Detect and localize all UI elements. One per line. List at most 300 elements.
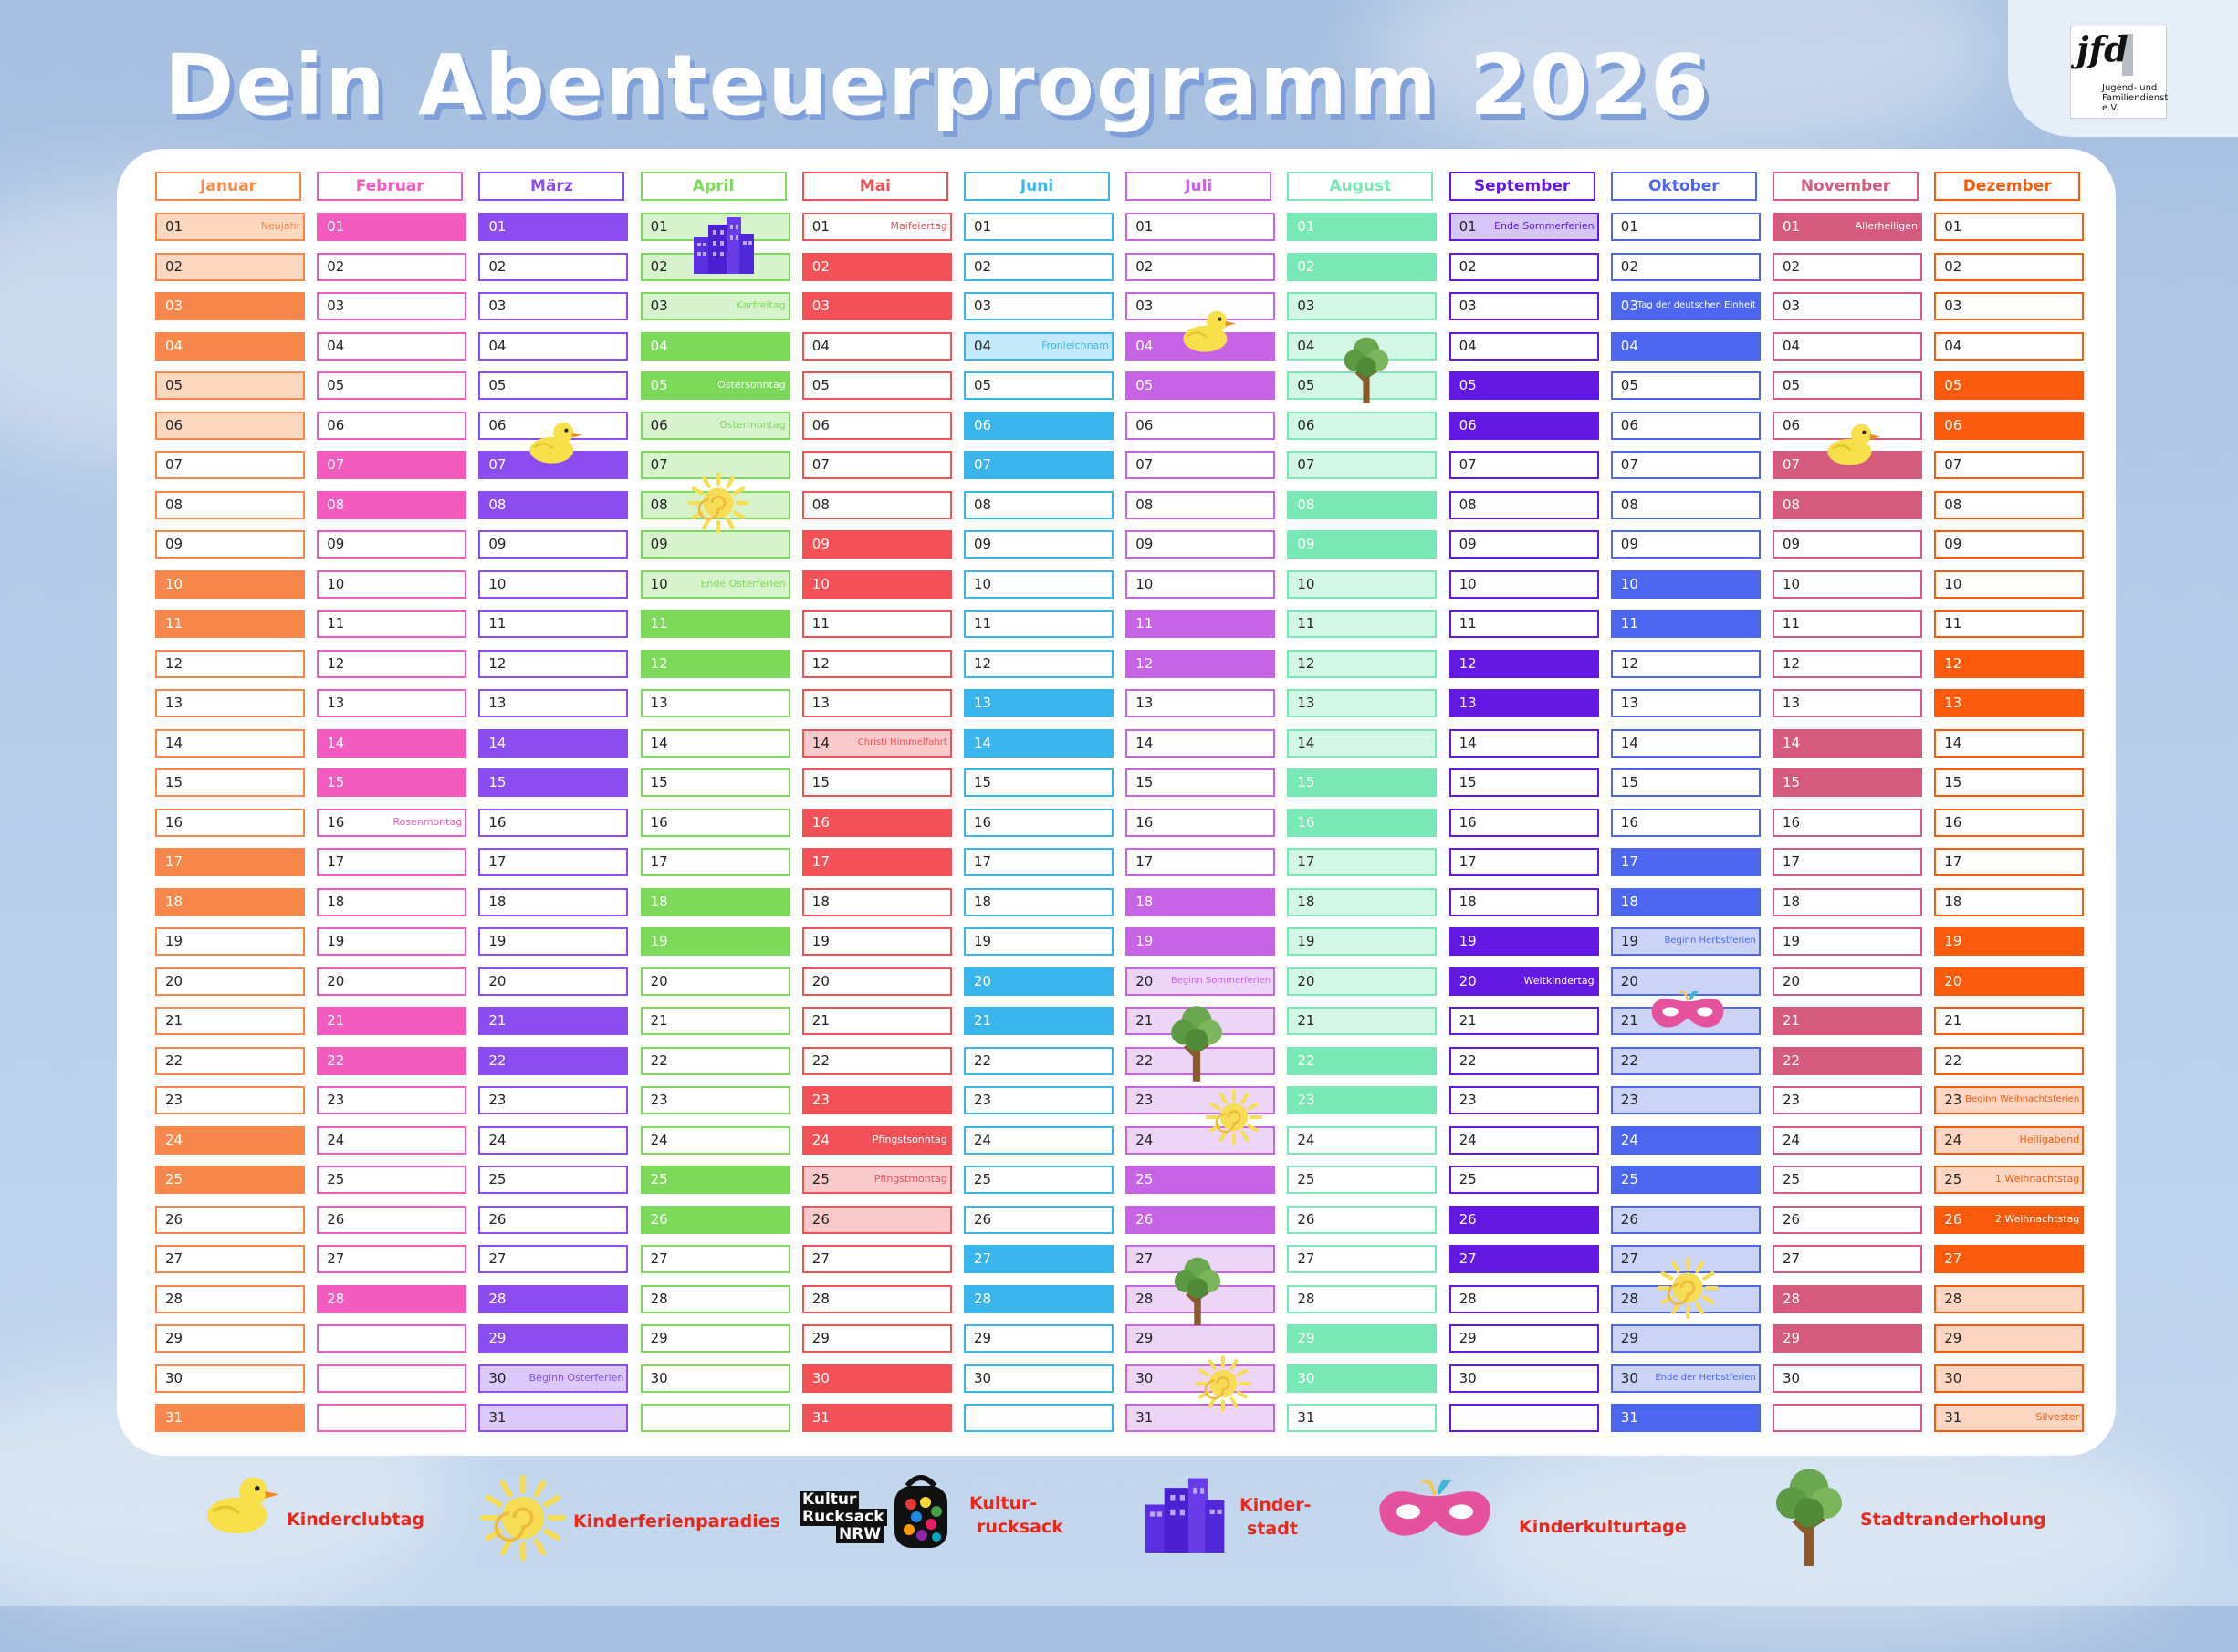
day-number: 30 — [1783, 1369, 1801, 1386]
day-cell — [1773, 530, 1922, 559]
day-number: 06 — [165, 416, 183, 434]
day-cell — [802, 570, 952, 599]
day-cell — [1287, 1245, 1437, 1273]
day-number: 03 — [327, 298, 345, 314]
day-number: 10 — [1944, 575, 1962, 592]
day-number: 30 — [974, 1369, 992, 1386]
day-number: 07 — [1135, 456, 1154, 473]
sun-icon — [686, 471, 750, 538]
day-number: 30 — [1620, 1369, 1638, 1386]
day-cell — [1773, 1047, 1922, 1075]
day-cell — [1934, 809, 2084, 837]
buildings-icon — [692, 215, 756, 274]
month-header: Februar — [317, 172, 463, 201]
day-number: 17 — [1297, 853, 1315, 870]
day-number: 25 — [1620, 1171, 1638, 1187]
day-number: 20 — [1783, 972, 1801, 989]
day-cell — [317, 491, 466, 519]
day-number: 09 — [974, 536, 992, 552]
day-cell — [802, 650, 952, 678]
tree-icon — [1342, 334, 1391, 407]
day-number: 02 — [1135, 257, 1154, 275]
day-number: 07 — [1297, 456, 1315, 473]
day-cell — [1934, 412, 2084, 440]
day-cell — [964, 610, 1114, 638]
day-number: 05 — [1944, 377, 1962, 393]
day-cell — [1287, 1166, 1437, 1194]
day-cell — [964, 1245, 1114, 1273]
month-header: Mai — [802, 172, 948, 201]
day-number: 27 — [974, 1250, 992, 1267]
day-number: 04 — [327, 337, 345, 354]
day-number: 17 — [974, 853, 992, 870]
day-cell — [1934, 689, 2084, 717]
day-cell — [1125, 451, 1275, 479]
day-number: 18 — [327, 893, 345, 910]
day-number: 08 — [1620, 496, 1638, 513]
day-number: 20 — [650, 972, 668, 989]
day-number: 15 — [1783, 774, 1801, 790]
day-number: 08 — [650, 496, 668, 513]
day-number: 21 — [1944, 1012, 1962, 1029]
day-number: 18 — [1783, 893, 1801, 910]
day-cell — [1934, 1086, 2084, 1114]
day-number: 06 — [1459, 416, 1477, 434]
day-number: 05 — [1459, 377, 1477, 393]
day-cell — [641, 1364, 790, 1393]
day-cell — [802, 1166, 952, 1194]
day-cell — [641, 1285, 790, 1313]
day-cell — [1934, 768, 2084, 797]
day-number: 03 — [488, 298, 507, 314]
day-number: 21 — [650, 1012, 668, 1029]
logo-subtitle: Jugend- und Familiendienst e.V. — [2102, 83, 2169, 113]
day-number: 24 — [1783, 1131, 1801, 1148]
day-cell — [1287, 412, 1437, 440]
day-cell — [1773, 1206, 1922, 1234]
day-cell — [1611, 689, 1761, 717]
day-number: 14 — [488, 734, 507, 751]
day-number: 02 — [811, 257, 830, 275]
day-number: 13 — [1297, 695, 1315, 711]
day-cell — [1449, 610, 1599, 638]
day-number: 15 — [1459, 774, 1477, 790]
day-number: 12 — [1783, 654, 1801, 672]
day-cell — [1287, 1206, 1437, 1234]
day-cell — [1449, 888, 1599, 916]
day-number: 04 — [1620, 337, 1638, 354]
holiday-label: Weltkindertag — [1523, 974, 1595, 987]
month-header: November — [1773, 172, 1919, 201]
day-cell — [641, 610, 790, 638]
day-number: 03 — [165, 298, 183, 314]
day-cell — [317, 809, 466, 837]
day-cell — [802, 1324, 952, 1353]
day-cell — [1611, 1166, 1761, 1194]
day-number: 10 — [488, 575, 507, 592]
day-number: 04 — [165, 337, 183, 354]
day-number: 09 — [1297, 536, 1315, 552]
day-cell — [1449, 1245, 1599, 1273]
day-cell — [1449, 768, 1599, 797]
day-number: 06 — [811, 416, 830, 434]
day-number: 12 — [488, 654, 507, 672]
day-cell — [317, 650, 466, 678]
day-cell — [1125, 371, 1275, 400]
day-cell — [802, 809, 952, 837]
holiday-label: Karfreitag — [736, 299, 786, 311]
day-number: 31 — [1944, 1409, 1962, 1426]
day-number: 20 — [1944, 972, 1962, 989]
day-number: 17 — [1135, 853, 1154, 870]
day-number: 15 — [1135, 774, 1154, 790]
day-cell — [478, 1007, 628, 1035]
day-number: 20 — [1459, 972, 1477, 989]
day-number: 05 — [650, 377, 668, 393]
day-number: 18 — [1944, 893, 1962, 910]
day-cell — [1287, 253, 1437, 281]
day-number: 28 — [1620, 1290, 1638, 1307]
day-number: 19 — [1620, 933, 1638, 949]
day-number: 27 — [811, 1250, 830, 1267]
day-number: 04 — [650, 337, 668, 354]
day-number: 03 — [1620, 298, 1638, 314]
day-number: 13 — [165, 695, 183, 711]
day-cell — [964, 1126, 1114, 1155]
day-number: 23 — [1944, 1092, 1962, 1108]
duck-icon — [524, 418, 582, 468]
day-number: 15 — [327, 774, 345, 790]
day-cell — [155, 967, 305, 996]
day-cell — [964, 1364, 1114, 1393]
day-number: 29 — [1783, 1330, 1801, 1346]
month-header: Oktober — [1611, 172, 1757, 201]
day-number: 30 — [1135, 1369, 1154, 1386]
tree-icon — [1172, 1254, 1223, 1329]
day-number: 04 — [811, 337, 830, 354]
day-cell — [155, 650, 305, 678]
day-number: 22 — [974, 1051, 992, 1069]
day-number: 22 — [650, 1051, 668, 1069]
day-cell — [478, 253, 628, 281]
day-cell — [1449, 1047, 1599, 1075]
day-number: 16 — [165, 813, 183, 831]
day-number: 25 — [327, 1171, 345, 1187]
day-number: 07 — [165, 456, 183, 473]
day-cell — [1449, 491, 1599, 519]
day-cell — [641, 927, 790, 956]
day-cell — [1287, 491, 1437, 519]
day-cell — [964, 412, 1114, 440]
day-number: 13 — [1620, 695, 1638, 711]
day-cell — [964, 292, 1114, 320]
day-cell — [802, 1404, 952, 1432]
day-number: 10 — [1783, 575, 1801, 592]
day-cell — [1773, 967, 1922, 996]
day-cell — [802, 610, 952, 638]
day-cell — [317, 967, 466, 996]
day-cell — [641, 809, 790, 837]
day-cell — [964, 927, 1114, 956]
legend-label: Stadtranderholung — [1860, 1510, 2046, 1530]
day-number: 22 — [1459, 1051, 1477, 1069]
day-cell — [478, 213, 628, 241]
day-cell — [964, 530, 1114, 559]
day-number: 19 — [1944, 933, 1962, 949]
day-number: 08 — [1944, 496, 1962, 513]
day-cell — [1934, 292, 2084, 320]
day-number: 06 — [974, 416, 992, 434]
day-cell — [1611, 491, 1761, 519]
day-cell — [1934, 570, 2084, 599]
day-cell — [1773, 927, 1922, 956]
day-cell — [1611, 1126, 1761, 1155]
kulturrucksack-line: NRW — [836, 1526, 884, 1543]
day-number: 19 — [327, 933, 345, 949]
day-cell — [478, 848, 628, 876]
day-cell — [1934, 213, 2084, 241]
day-number: 11 — [1135, 615, 1154, 632]
day-number: 24 — [1944, 1131, 1962, 1148]
day-cell — [802, 253, 952, 281]
day-number: 11 — [811, 615, 830, 632]
day-cell — [802, 1047, 952, 1075]
day-number: 22 — [1620, 1051, 1638, 1069]
day-number: 27 — [650, 1250, 668, 1267]
day-cell — [317, 768, 466, 797]
day-number: 01 — [650, 218, 668, 235]
month-header: Juni — [964, 172, 1110, 201]
tree-icon — [1773, 1464, 1846, 1570]
day-number: 07 — [1783, 456, 1801, 473]
day-cell — [1934, 1166, 2084, 1194]
day-cell — [317, 927, 466, 956]
day-number: 09 — [165, 536, 183, 552]
kulturrucksack-line: Kultur — [800, 1491, 859, 1509]
day-number: 27 — [1783, 1250, 1801, 1267]
day-number: 13 — [974, 695, 992, 711]
legend-label: Kinderferienparadies — [573, 1511, 780, 1532]
day-cell — [1611, 1047, 1761, 1075]
day-cell — [1449, 412, 1599, 440]
day-cell — [317, 570, 466, 599]
holiday-label: Ostermontag — [719, 418, 786, 431]
day-cell — [1773, 371, 1922, 400]
day-number: 18 — [974, 893, 992, 910]
day-cell — [317, 292, 466, 320]
day-number: 12 — [1944, 654, 1962, 672]
day-number: 28 — [327, 1290, 345, 1307]
day-cell — [1773, 1166, 1922, 1194]
day-cell — [1125, 213, 1275, 241]
day-number: 19 — [1297, 933, 1315, 949]
day-cell — [478, 1324, 628, 1353]
day-number: 26 — [1783, 1210, 1801, 1228]
day-cell — [155, 689, 305, 717]
day-number: 28 — [1459, 1290, 1477, 1307]
day-cell — [1611, 610, 1761, 638]
sun-icon — [1656, 1256, 1720, 1323]
month-header: Juli — [1125, 172, 1271, 201]
day-number: 18 — [1620, 893, 1638, 910]
day-number: 02 — [1783, 257, 1801, 275]
day-number: 24 — [488, 1131, 507, 1148]
day-number: 02 — [974, 257, 992, 275]
day-cell — [478, 650, 628, 678]
day-number: 23 — [650, 1092, 668, 1108]
day-number: 24 — [1459, 1131, 1477, 1148]
day-number: 12 — [165, 654, 183, 672]
day-cell — [1773, 888, 1922, 916]
day-number: 31 — [488, 1409, 507, 1426]
day-cell — [155, 1166, 305, 1194]
month-header: September — [1449, 172, 1595, 201]
day-number: 08 — [974, 496, 992, 513]
day-cell — [802, 292, 952, 320]
day-cell — [317, 451, 466, 479]
day-cell — [317, 610, 466, 638]
day-number: 09 — [811, 536, 830, 552]
day-cell — [1611, 650, 1761, 678]
day-cell — [317, 1047, 466, 1075]
mask-icon — [1375, 1480, 1495, 1551]
day-number: 26 — [165, 1210, 183, 1228]
day-cell — [1287, 729, 1437, 758]
day-cell — [1934, 491, 2084, 519]
day-cell — [1449, 213, 1599, 241]
legend-label-line: Kultur- — [969, 1493, 1038, 1513]
day-number: 19 — [811, 933, 830, 949]
day-number: 17 — [165, 853, 183, 870]
day-number: 12 — [650, 654, 668, 672]
day-number: 07 — [1944, 456, 1962, 473]
day-number: 29 — [165, 1330, 183, 1346]
day-cell — [1449, 1324, 1599, 1353]
day-cell — [1125, 967, 1275, 996]
page-title: Dein Abenteuerprogramm 2026 — [164, 37, 1710, 134]
day-number: 23 — [1620, 1092, 1638, 1108]
day-cell — [1449, 729, 1599, 758]
day-number: 23 — [1459, 1092, 1477, 1108]
duck-icon — [1177, 307, 1236, 357]
day-number: 29 — [1459, 1330, 1477, 1346]
day-cell — [1934, 1126, 2084, 1155]
day-number: 10 — [1135, 575, 1154, 592]
mask-icon — [1648, 991, 1727, 1038]
day-number: 17 — [650, 853, 668, 870]
day-number: 14 — [811, 734, 830, 751]
day-cell — [1773, 292, 1922, 320]
day-number: 14 — [327, 734, 345, 751]
day-number: 24 — [650, 1131, 668, 1148]
holiday-label: Maifeiertag — [890, 220, 947, 232]
day-number: 21 — [974, 1012, 992, 1029]
holiday-label: Ende Sommerferien — [1494, 220, 1595, 232]
day-cell — [964, 332, 1114, 361]
day-number: 05 — [1620, 377, 1638, 393]
day-cell — [802, 1285, 952, 1313]
day-number: 11 — [488, 615, 507, 632]
day-number: 21 — [327, 1012, 345, 1029]
day-cell — [478, 888, 628, 916]
day-cell — [1287, 927, 1437, 956]
day-cell — [155, 1404, 305, 1432]
day-cell — [1773, 1007, 1922, 1035]
day-cell — [478, 1364, 628, 1393]
day-number: 24 — [1620, 1131, 1638, 1148]
day-number: 18 — [1135, 893, 1154, 910]
day-cell — [155, 213, 305, 241]
day-number: 27 — [1135, 1250, 1154, 1267]
day-cell — [802, 412, 952, 440]
day-number: 30 — [650, 1369, 668, 1386]
day-number: 31 — [1135, 1409, 1154, 1426]
day-cell — [641, 1047, 790, 1075]
day-number: 11 — [974, 615, 992, 632]
day-number: 06 — [650, 416, 668, 434]
day-cell — [1773, 768, 1922, 797]
day-cell — [1773, 1404, 1922, 1432]
day-number: 13 — [811, 695, 830, 711]
day-number: 30 — [1944, 1369, 1962, 1386]
logo-mark: jfd — [2076, 28, 2128, 69]
sun-icon — [478, 1473, 568, 1566]
day-cell — [317, 253, 466, 281]
day-cell — [1773, 213, 1922, 241]
day-cell — [1287, 1126, 1437, 1155]
day-cell — [1449, 1285, 1599, 1313]
day-cell — [1287, 213, 1437, 241]
day-number: 25 — [1459, 1171, 1477, 1187]
day-cell — [1934, 1206, 2084, 1234]
day-cell — [317, 1404, 466, 1432]
day-number: 09 — [650, 536, 668, 552]
day-cell — [802, 1086, 952, 1114]
holiday-label: 1.Weihnachtstag — [1994, 1173, 2080, 1185]
day-number: 12 — [327, 654, 345, 672]
day-number: 23 — [1135, 1092, 1154, 1108]
holiday-label: Pfingstmontag — [873, 1173, 947, 1185]
day-cell — [317, 332, 466, 361]
day-cell — [802, 888, 952, 916]
day-number: 13 — [327, 695, 345, 711]
day-number: 22 — [1783, 1051, 1801, 1069]
day-cell — [1773, 650, 1922, 678]
day-cell — [1773, 1126, 1922, 1155]
day-number: 22 — [1944, 1051, 1962, 1069]
day-number: 16 — [1297, 813, 1315, 831]
day-cell — [1934, 650, 2084, 678]
holiday-label: Fronleichnam — [1041, 339, 1109, 351]
day-number: 06 — [1135, 416, 1154, 434]
day-cell — [1125, 689, 1275, 717]
day-number: 30 — [488, 1369, 507, 1386]
day-number: 25 — [650, 1171, 668, 1187]
day-number: 12 — [1620, 654, 1638, 672]
day-number: 11 — [327, 615, 345, 632]
day-number: 14 — [1297, 734, 1315, 751]
day-number: 11 — [650, 615, 668, 632]
legend-label: Kinderkulturtage — [1519, 1517, 1687, 1537]
day-cell — [478, 491, 628, 519]
day-number: 04 — [974, 337, 992, 354]
day-number: 05 — [1135, 377, 1154, 393]
day-number: 13 — [1944, 695, 1962, 711]
day-cell — [1287, 768, 1437, 797]
day-number: 20 — [1297, 972, 1315, 989]
day-cell — [1125, 610, 1275, 638]
day-cell — [802, 332, 952, 361]
